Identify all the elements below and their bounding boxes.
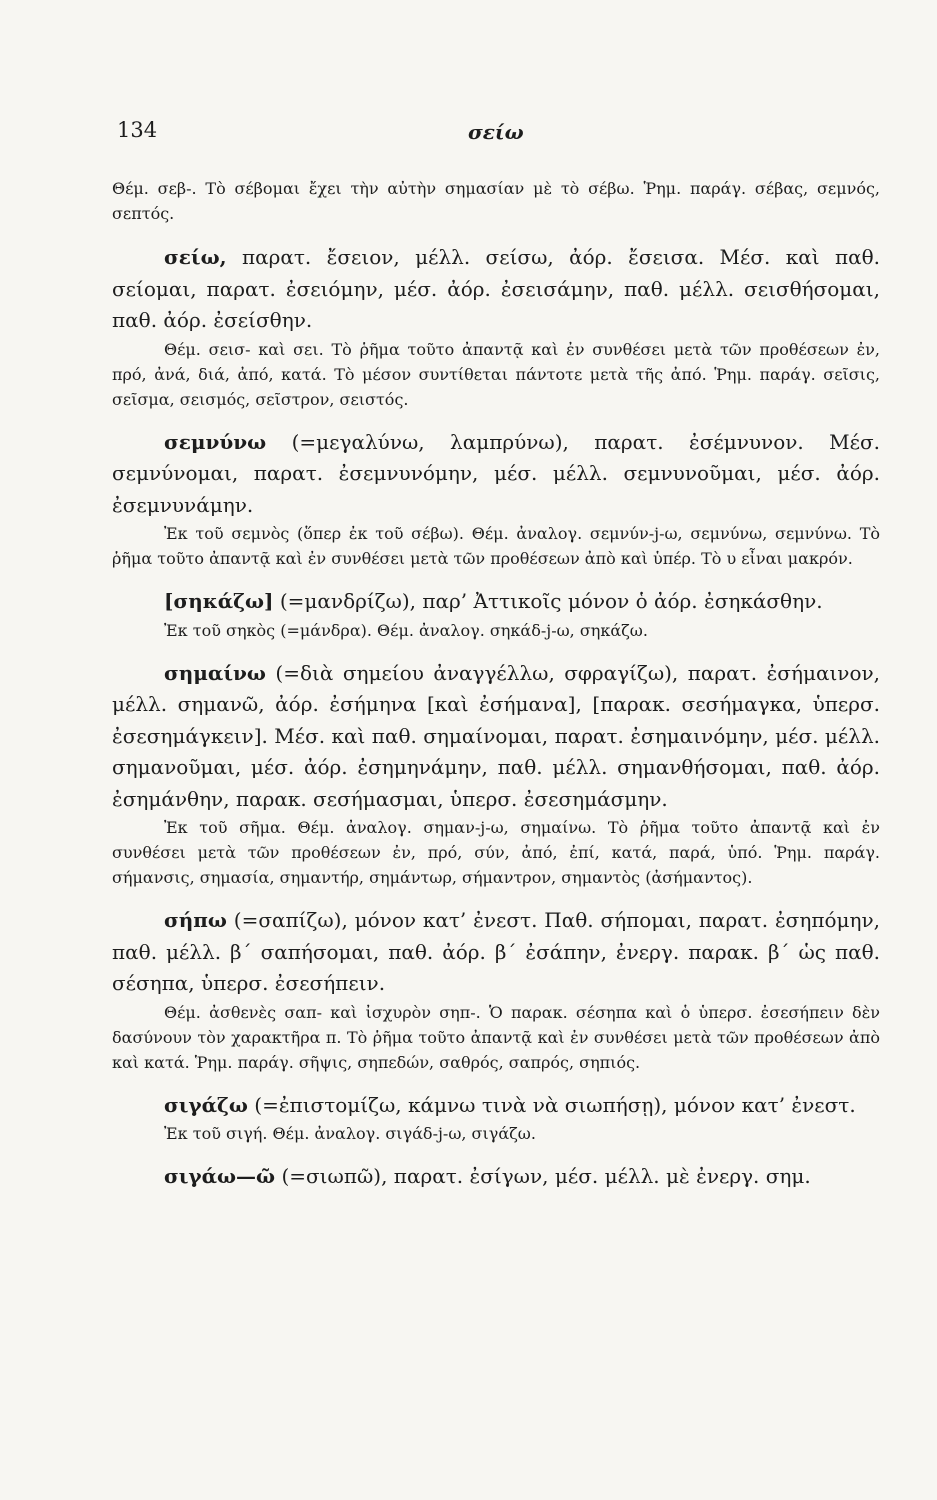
entry-main <box>112 242 880 337</box>
entry-forms: (=μανδρίζω), παρ’ Ἀττικοῖς μόνον ὁ ἀόρ. ἐσηκάσθην. <box>279 589 823 613</box>
entry-forms: (=σαπίζω), μόνον κατ’ ἐνεστ. Παθ. σήπομαι, παρατ. ἐσηπόμην, παθ. μέλλ. β΄ σαπήσομαι, παθ. ἀόρ. β΄ ἐσάπην, ἐνεργ. παρακ. β΄ ὡς παθ. σέσηπα, ὑπερσ. ἐσεσήπειν. <box>112 908 880 995</box>
entry-note: Ἐκ τοῦ σιγή. Θέμ. ἀναλογ. σιγάδ-j-ω, σιγάζω. <box>164 1124 536 1143</box>
entry-forms: (=διὰ σημείου ἀναγγέλλω, σφραγίζω), παρατ. ἐσήμαινον, μέλλ. σημανῶ, ἀόρ. ἐσήμηνα [καὶ ἐσήμανα], [παρακ. σεσήμαγκα, ὑπερσ. ἐσεσημάγκειν]. Μέσ. καὶ παθ. σημαίνομαι, παρατ. ἐσημαινόμην, μέσ. μέλλ. σημανοῦμαι, μέσ. ἀόρ. ἐσημηνάμην, παθ. μέλλ. σημανθήσομαι, παθ. ἀόρ. ἐσημάνθην, παρακ. σεσήμασμαι, ὑπερσ. ἐσεσημάσμην. <box>112 660 881 811</box>
running-head: σείω <box>468 120 524 144</box>
entry-forms: (=ἐπιστομίζω, κάμνω τινὰ νὰ σιωπήσῃ), μόνον κατ’ ἐνεστ. <box>254 1092 856 1117</box>
entry-main <box>112 1090 880 1122</box>
entry-note: Θέμ. σεισ- καὶ σει. Τὸ ῥῆμα τοῦτο ἀπαντᾷ καὶ ἐν συνθέσει μετὰ τῶν προθέσεων ἐν, πρό, ἀνά, διά, ἀπό, κατά. Τὸ μέσον συντίθεται πάντοτε μετὰ τῆς ἀπό. Ῥημ. παράγ. σεῖσις, σεῖσμα, σεισμός, σεῖστρον, σειστός. <box>112 339 880 409</box>
entry-note: Ἐκ τοῦ σεμνὸς (ὅπερ ἐκ τοῦ σέβω). Θέμ. ἀναλογ. σεμνύν-j-ω, σεμνύνω, σεμνύνω. Τὸ ῥῆμα τοῦτο ἀπαντᾷ καὶ ἐν συνθέσει μετὰ τῶν προθέσεων ἀπὸ καὶ ὑπέρ. Τὸ υ εἶναι μακρόν. <box>112 524 880 568</box>
entry-semaino <box>112 658 880 891</box>
entry-forms: (=μεγαλύνω, λαμπρύνω), παρατ. ἐσέμνυνον. Μέσ. σεμνύνομαι, παρατ. ἐσεμνυνόμην, μέσ. μέλλ. σεμνυνοῦμαι, μέσ. ἀόρ. ἐσεμνυνάμην. <box>112 429 881 517</box>
entry-note: Θέμ. ἀσθενὲς σαπ- καὶ ἰσχυρὸν σηπ-. Ὁ παρακ. σέσηπα καὶ ὁ ὑπερσ. ἐσεσήπειν δὲν δασύνουν τὸν χαρακτῆρα π. Τὸ ῥῆμα τοῦτο ἀπαντᾷ καὶ ἐν συνθέσει μετὰ τῶν προθέσεων ἀπὸ καὶ κατά. Ῥημ. παράγ. σῆψις, σηπεδών, σαθρός, σαπρός, σηπιός. <box>112 1002 880 1072</box>
entry-sigao <box>112 1161 880 1193</box>
entry-sekazo <box>112 586 880 643</box>
entry-sepo <box>112 905 880 1075</box>
headword: [σηκάζω] <box>164 589 274 613</box>
headword: σείω, <box>164 245 227 269</box>
headword: σεμνύνω <box>164 429 267 454</box>
entry-main <box>112 905 880 1000</box>
dictionary-body <box>112 176 880 1208</box>
entry-main <box>112 658 880 816</box>
entry-seio <box>112 242 880 412</box>
page-header <box>0 118 937 148</box>
headword: σιγάζω <box>164 1092 248 1117</box>
entry-main <box>112 586 880 618</box>
entry-semnyno <box>112 427 880 572</box>
entry-forms: παρατ. ἔσειον, μέλλ. σείσω, ἀόρ. ἔσεισα. Μέσ. καὶ παθ. σείομαι, παρατ. ἐσειόμην, μέσ. ἀόρ. ἐσεισάμην, παθ. μέλλ. σεισθήσομαι, παθ. ἀόρ. ἐσείσθην. <box>112 245 881 332</box>
entry-note: Ἐκ τοῦ σῆμα. Θέμ. ἀναλογ. σημαν-j-ω, σημαίνω. Τὸ ῥῆμα τοῦτο ἀπαντᾷ καὶ ἐν συνθέσει μετὰ τῶν προθέσεων ἐν, πρό, σύν, ἀπό, ἐπί, κατά, παρά, ὑπό. Ῥημ. παράγ. σήμανσις, σημασία, σημαντήρ, σημάντωρ, σήμαντρον, σημαντὸς (ἀσήμαντος). <box>112 818 880 887</box>
headword: σήπω <box>164 908 227 932</box>
headword: σιγάω—ῶ <box>164 1164 276 1188</box>
headword: σημαίνω <box>164 660 266 685</box>
entry-main <box>112 427 880 522</box>
entry-text: Θέμ. σεβ-. Τὸ σέβομαι ἔχει τὴν αὐτὴν σημασίαν μὲ τὸ σέβω. Ῥημ. παράγ. σέβας, σεμνός, σεπτός. <box>112 179 880 223</box>
page-number: 134 <box>117 118 158 142</box>
entry-note: Ἐκ τοῦ σηκὸς (=μάνδρα). Θέμ. ἀναλογ. σηκάδ-j-ω, σηκάζω. <box>164 620 648 640</box>
entry-forms: (=σιωπῶ), παρατ. ἐσίγων, μέσ. μέλλ. μὲ ἐνεργ. σημ. <box>281 1164 811 1188</box>
entry-main <box>112 1161 880 1193</box>
entry-sigazo <box>112 1090 880 1147</box>
entry-seb <box>112 176 880 226</box>
